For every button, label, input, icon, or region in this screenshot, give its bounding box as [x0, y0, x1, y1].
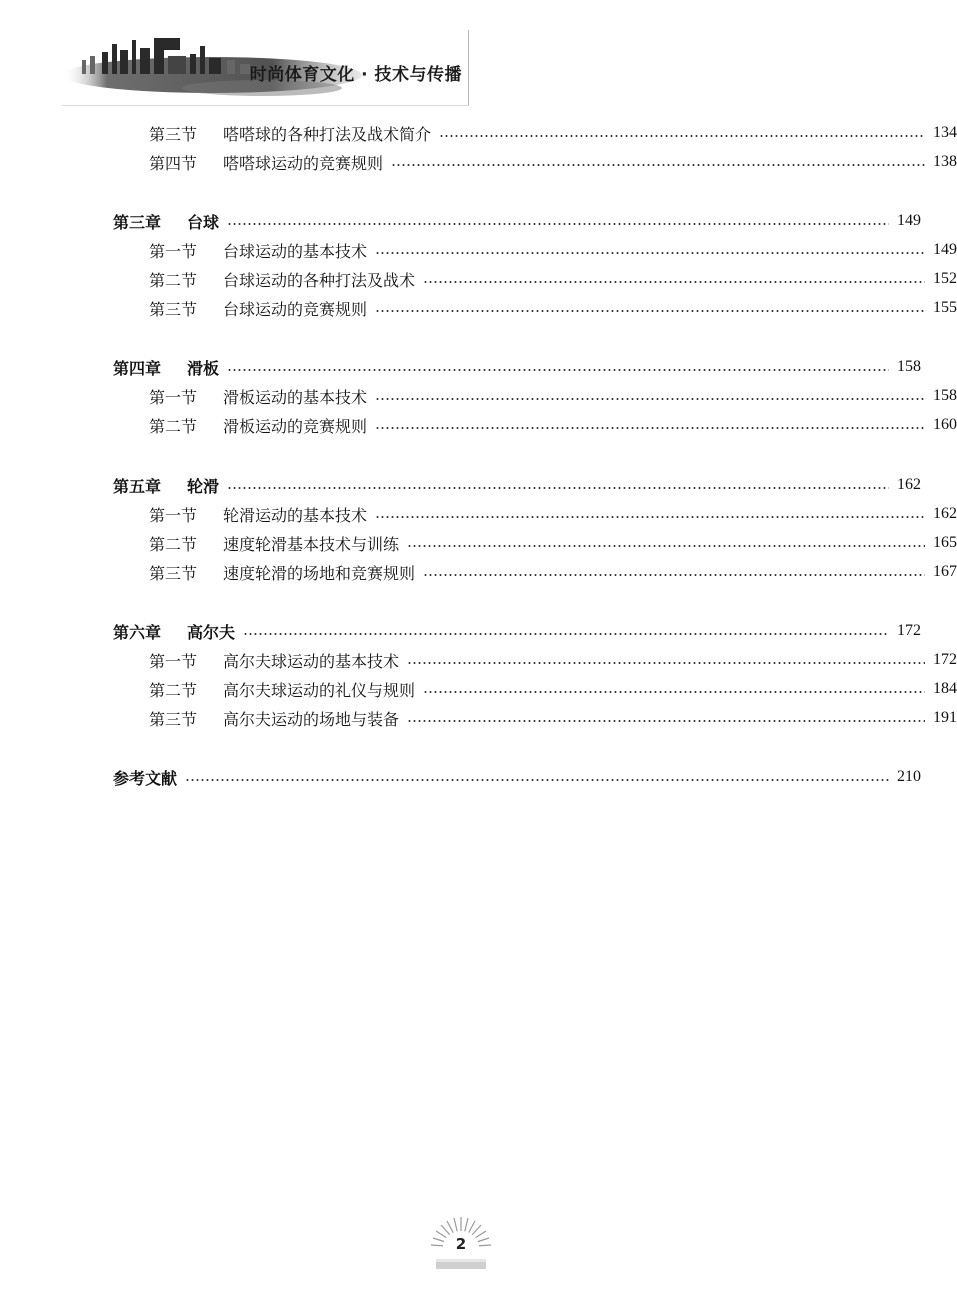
entry-page: 158 [897, 358, 921, 375]
dot-leader [439, 135, 925, 137]
entry-title: 轮滑运动的基本技术 [223, 505, 368, 525]
dot-leader [407, 662, 925, 664]
entry-number: 第三节 [149, 709, 198, 729]
entry-title: 台球运动的各种打法及战术 [223, 270, 416, 290]
toc-entry-chapter[interactable] [0, 354, 921, 380]
toc-entry-chapter[interactable] [0, 618, 921, 644]
toc-entry-section[interactable] [0, 237, 957, 263]
toc-entry-section[interactable] [0, 383, 957, 409]
toc-entry-section[interactable] [0, 559, 957, 585]
entry-page: 184 [933, 680, 957, 697]
toc-entry-section[interactable] [0, 120, 957, 146]
entry-number: 第三节 [149, 563, 198, 583]
dot-leader [407, 545, 925, 547]
entry-title: 台球运动的竞赛规则 [223, 299, 368, 319]
entry-page: 162 [897, 476, 921, 493]
page-footer [428, 1213, 494, 1273]
running-header [62, 30, 470, 106]
entry-title: 高尔夫球运动的基本技术 [223, 651, 400, 671]
dot-leader [407, 720, 925, 722]
entry-title: 高尔夫球运动的礼仪与规则 [223, 680, 416, 700]
header-bottom-rule [62, 105, 469, 106]
dot-leader [185, 779, 889, 781]
dot-leader [375, 310, 925, 312]
dot-leader [227, 487, 889, 489]
entry-number: 第二节 [149, 680, 198, 700]
entry-title: 滑板运动的竞赛规则 [223, 416, 368, 436]
entry-title: 嗒嗒球运动的竞赛规则 [223, 153, 384, 173]
entry-number: 第一节 [149, 651, 198, 671]
entry-page: 149 [933, 241, 957, 258]
entry-number: 第二节 [149, 416, 198, 436]
entry-number: 第五章 [113, 476, 162, 496]
entry-number: 第一节 [149, 241, 198, 261]
header-vertical-rule [468, 30, 469, 106]
toc-entry-section[interactable] [0, 705, 957, 731]
toc-entry-references[interactable] [0, 764, 921, 790]
entry-number: 第六章 [113, 622, 162, 642]
entry-page: 191 [933, 709, 957, 726]
dot-leader [375, 516, 925, 518]
dot-leader [375, 398, 925, 400]
entry-title: 台球 [187, 212, 220, 232]
toc-entry-section[interactable] [0, 530, 957, 556]
entry-page: 138 [933, 153, 957, 170]
toc-entry-section[interactable] [0, 295, 957, 321]
dot-leader [243, 633, 889, 635]
dot-leader [423, 281, 925, 283]
dot-leader [375, 252, 925, 254]
dot-leader [391, 164, 925, 166]
entry-page: 152 [933, 270, 957, 287]
page-number: 2 [455, 1235, 467, 1253]
book-title: 时尚体育文化 · 技术与传播 [249, 65, 462, 85]
dot-leader [375, 427, 925, 429]
toc-entry-section[interactable] [0, 501, 957, 527]
entry-number: 第三章 [113, 212, 162, 232]
toc-entry-section[interactable] [0, 266, 957, 292]
entry-number: 参考文献 [113, 768, 178, 788]
entry-page: 165 [933, 534, 957, 551]
entry-page: 155 [933, 299, 957, 316]
entry-page: 172 [933, 651, 957, 668]
entry-page: 160 [933, 416, 957, 433]
dot-leader [227, 369, 889, 371]
toc-entry-chapter[interactable] [0, 208, 921, 234]
dot-leader [423, 691, 925, 693]
entry-number: 第一节 [149, 505, 198, 525]
entry-number: 第三节 [149, 299, 198, 319]
toc-entry-section[interactable] [0, 676, 957, 702]
entry-page: 134 [933, 124, 957, 141]
entry-page: 210 [897, 768, 921, 785]
entry-page: 149 [897, 212, 921, 229]
toc-entry-chapter[interactable] [0, 472, 921, 498]
entry-page: 167 [933, 563, 957, 580]
entry-number: 第一节 [149, 387, 198, 407]
entry-number: 第四节 [149, 153, 198, 173]
dot-leader [423, 574, 925, 576]
entry-number: 第二节 [149, 270, 198, 290]
toc-entry-section[interactable] [0, 412, 957, 438]
toc-entry-section[interactable] [0, 647, 957, 673]
entry-page: 172 [897, 622, 921, 639]
entry-page: 162 [933, 505, 957, 522]
entry-number: 第二节 [149, 534, 198, 554]
entry-title: 台球运动的基本技术 [223, 241, 368, 261]
entry-number: 第三节 [149, 124, 198, 144]
entry-title: 轮滑 [187, 476, 220, 496]
toc-entry-section[interactable] [0, 149, 957, 175]
entry-title: 速度轮滑的场地和竞赛规则 [223, 563, 416, 583]
entry-title: 高尔夫 [187, 622, 236, 642]
entry-number: 第四章 [113, 358, 162, 378]
dot-leader [227, 223, 889, 225]
entry-title: 嗒嗒球的各种打法及战术简介 [223, 124, 432, 144]
entry-title: 速度轮滑基本技术与训练 [223, 534, 400, 554]
entry-title: 滑板 [187, 358, 220, 378]
entry-title: 滑板运动的基本技术 [223, 387, 368, 407]
entry-title: 高尔夫运动的场地与装备 [223, 709, 400, 729]
entry-page: 158 [933, 387, 957, 404]
